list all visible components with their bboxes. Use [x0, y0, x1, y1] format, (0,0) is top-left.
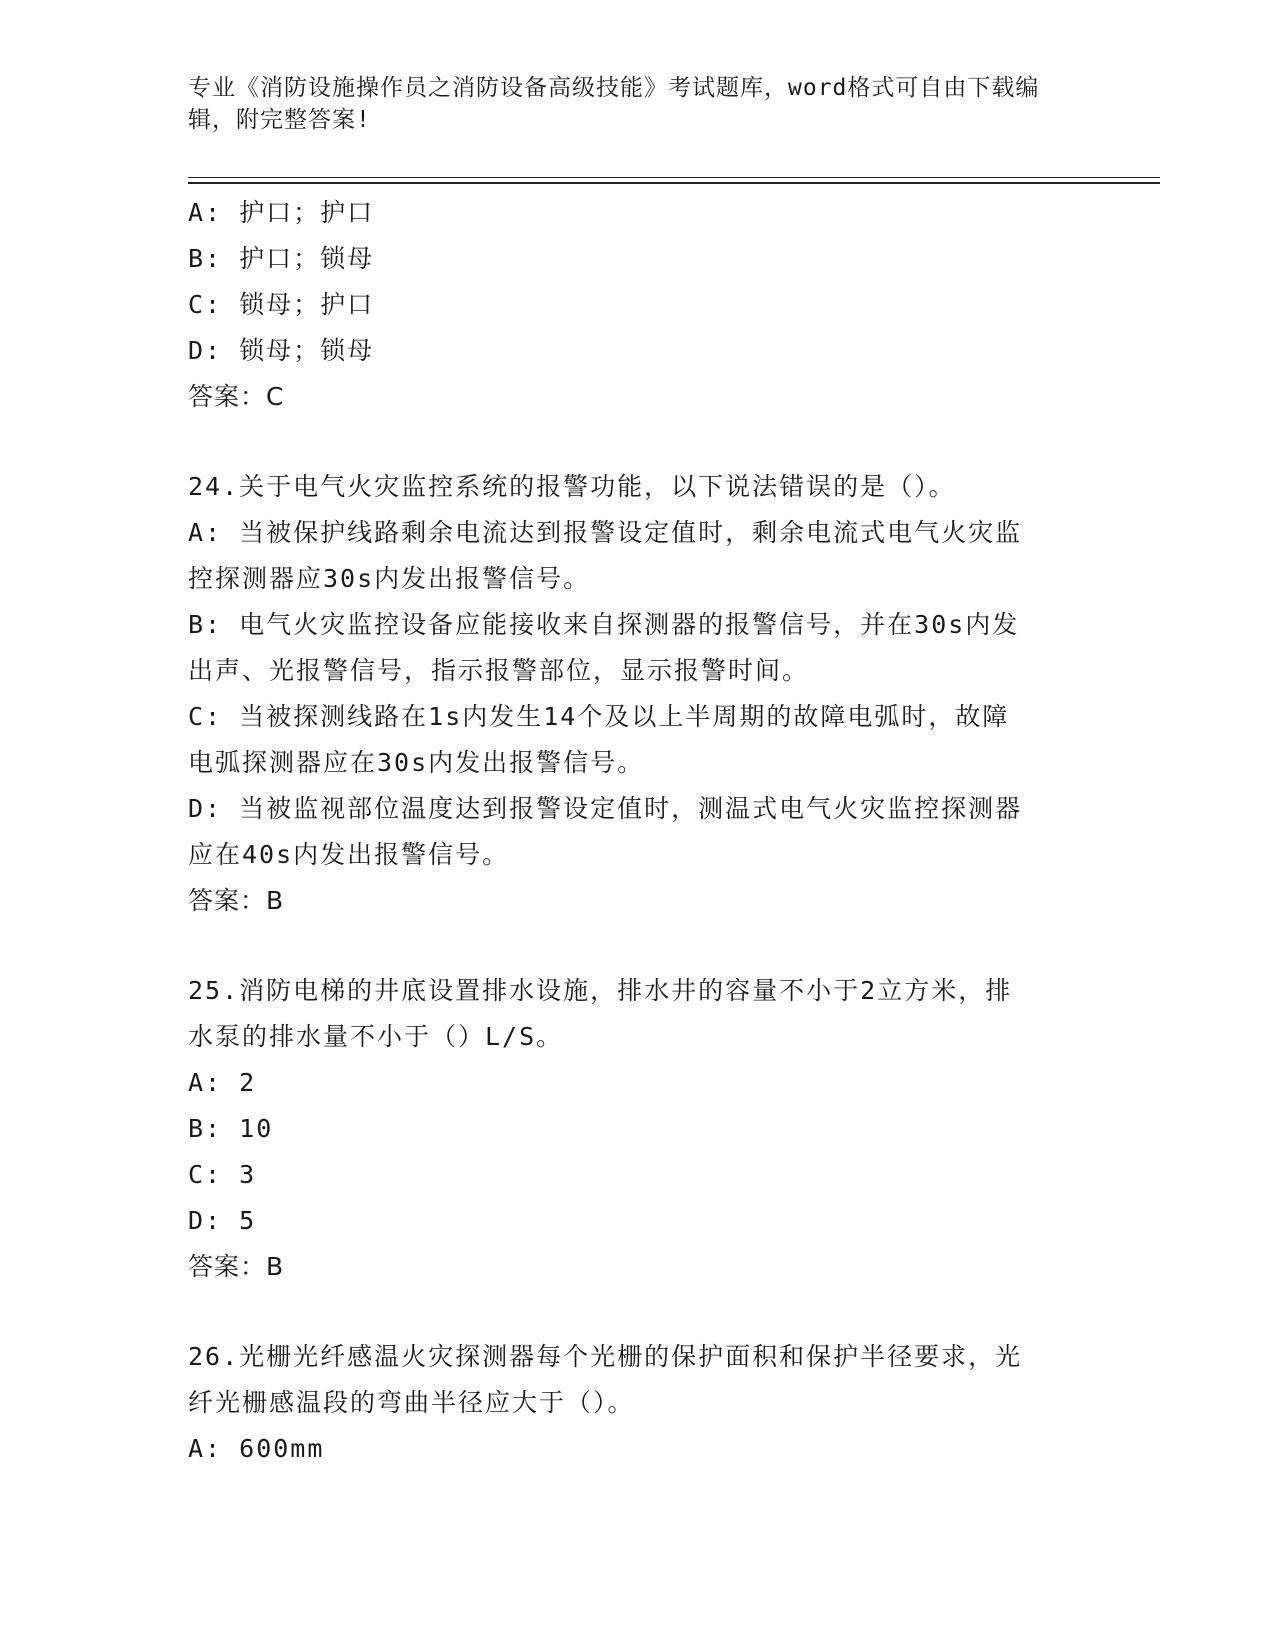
- question-26: [188, 1334, 1088, 1472]
- question-stem-continued: 纤光栅感温段的弯曲半径应大于（）。: [188, 1388, 635, 1417]
- option-b: B: 护口；锁母: [188, 244, 375, 273]
- question-spacer: [188, 924, 1088, 968]
- document-header: [188, 72, 1088, 136]
- header-divider-thin: [188, 177, 1160, 178]
- answer-line: 答案：C: [188, 382, 285, 411]
- option-d: D: 当被监视部位温度达到报警设定值时，测温式电气火灾监控探测器: [188, 794, 1023, 823]
- option-a-continued: 控探测器应30s内发出报警信号。: [188, 564, 591, 593]
- answer-line: 答案：B: [188, 1252, 285, 1281]
- option-d-continued: 应在40s内发出报警信号。: [188, 840, 510, 869]
- option-a: A: 2: [188, 1068, 257, 1097]
- option-b: B: 电气火灾监控设备应能接收来自探测器的报警信号，并在30s内发: [188, 610, 1020, 639]
- answer-line: 答案：B: [188, 886, 285, 915]
- question-spacer: [188, 420, 1088, 464]
- question-stem: 26.光栅光纤感温火灾探测器每个光栅的保护面积和保护半径要求，光: [188, 1342, 1023, 1371]
- header-divider-thick: [188, 182, 1160, 184]
- question-stem: 25.消防电梯的井底设置排水设施，排水井的容量不小于2立方米，排: [188, 976, 1013, 1005]
- question-23: [188, 190, 1088, 420]
- option-c: C: 当被探测线路在1s内发生14个及以上半周期的故障电弧时，故障: [188, 702, 1010, 731]
- header-line-2: 辑，附完整答案!: [188, 107, 371, 133]
- option-b-continued: 出声、光报警信号，指示报警部位，显示报警时间。: [188, 656, 810, 685]
- question-25: [188, 968, 1088, 1290]
- question-spacer: [188, 1290, 1088, 1334]
- question-stem-continued: 水泵的排水量不小于（）L/S。: [188, 1022, 564, 1051]
- option-a: A: 护口；护口: [188, 198, 375, 227]
- question-24: [188, 464, 1088, 924]
- option-c-continued: 电弧探测器应在30s内发出报警信号。: [188, 748, 645, 777]
- question-list: [188, 190, 1088, 1472]
- option-c: C: 锁母；护口: [188, 290, 375, 319]
- option-b: B: 10: [188, 1114, 274, 1143]
- question-stem: 24.关于电气火灾监控系统的报警功能，以下说法错误的是（）。: [188, 472, 956, 501]
- option-d: D: 5: [188, 1206, 257, 1235]
- header-line-1: 专业《消防设施操作员之消防设备高级技能》考试题库，word格式可自由下载编: [188, 75, 1040, 101]
- option-a: A: 600mm: [188, 1434, 325, 1463]
- option-c: C: 3: [188, 1160, 257, 1189]
- option-d: D: 锁母；锁母: [188, 336, 375, 365]
- option-a: A: 当被保护线路剩余电流达到报警设定值时，剩余电流式电气火灾监: [188, 518, 1023, 547]
